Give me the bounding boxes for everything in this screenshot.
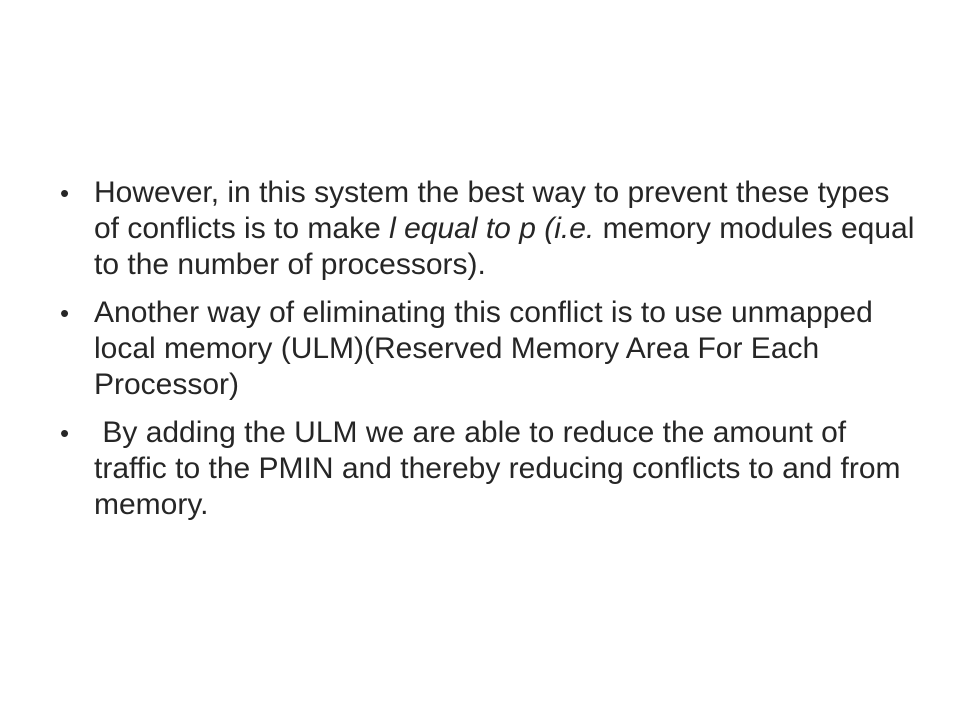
- bullet-list: [60, 175, 920, 535]
- bullet-text-1: [94, 176, 914, 281]
- bullet-point-icon: •: [60, 298, 70, 328]
- bullet-text-1-part-2: memory modules equal to the number of processors).: [94, 212, 915, 281]
- bullet-point-icon: •: [60, 178, 70, 208]
- bullet-item-2: [60, 295, 920, 403]
- bullet-item-3: [60, 415, 920, 523]
- bullet-text-3: By adding the ULM we are able to reduce the amount of traffic to the PMIN and thereby reducing conflicts to and from memory.: [94, 416, 909, 521]
- bullet-point-icon: •: [60, 418, 70, 448]
- bullet-text-1-part-1: However, in this system the best way to prevent these types of conflicts is to make: [94, 176, 890, 245]
- bullet-text-1-italic: l equal to p (i.e.: [389, 212, 595, 245]
- bullet-item-1: [60, 175, 920, 283]
- bullet-text-2: Another way of eliminating this conflict is to use unmapped local memory (ULM)(Reserved Memory Area For Each Processor): [94, 296, 873, 401]
